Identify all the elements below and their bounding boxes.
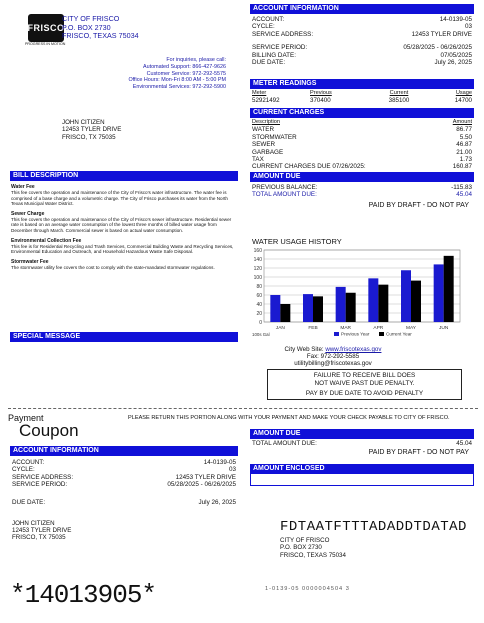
coupon-amount-due-section <box>250 429 474 456</box>
charge-row: STORMWATER 5.50 <box>252 133 472 141</box>
charges-header-row: Description Amount <box>252 119 472 125</box>
desc-text: This fee is for Residential Recycling and Trash Services, Commercial Building Waste and Recycling Services, Environmental Education and Outreach, and Household Hazardous Waste Safe Disposal. <box>11 243 234 255</box>
coupon-period-row: SERVICE PERIOD: 05/28/2025 - 06/26/2025 <box>12 481 236 489</box>
coupon-draft-note: PAID BY DRAFT - DO NOT PAY <box>368 449 469 457</box>
coupon-account-info-section <box>10 446 238 506</box>
desc-heading: Environmental Collection Fee <box>11 237 82 244</box>
tear-line <box>8 408 478 409</box>
account-info-section <box>250 4 474 66</box>
cycle-row: CYCLE: 03 <box>252 23 472 31</box>
current-charges-title: CURRENT CHARGES <box>250 108 474 118</box>
charges-total-row: CURRENT CHARGES DUE 07/26/2025: 160.87 <box>252 163 472 171</box>
total-amount-due-row: TOTAL AMOUNT DUE: 45.04 <box>252 191 472 199</box>
coupon-total-row: TOTAL AMOUNT DUE: 45.04 <box>252 440 472 447</box>
remit-address: CITY OF FRISCO P.O. BOX 2730 FRISCO, TEXAS 75034 <box>280 537 346 559</box>
amount-enclosed-input[interactable] <box>250 474 474 486</box>
billing-date-row: BILLING DATE: 07/05/2025 <box>252 51 472 59</box>
y-tick-label: 160 <box>253 247 262 254</box>
bar-current-year <box>378 285 388 322</box>
y-tick-label: 120 <box>253 265 262 272</box>
y-tick-label: 140 <box>253 256 262 263</box>
x-tick-label: APR <box>373 326 384 331</box>
x-tick-label: JAN <box>275 326 285 331</box>
amount-enclosed-title: AMOUNT ENCLOSED <box>250 464 474 474</box>
meter-data-row: 52921492 370400 385100 14700 <box>252 96 472 104</box>
x-tick-label: JUN <box>439 326 449 331</box>
amount-due-section <box>250 172 474 209</box>
bar-current-year <box>280 304 290 322</box>
charge-row: WATER 86.77 <box>252 126 472 134</box>
web-info-block: City Web Site: www.friscotexas.gov Fax: 972-292-5585 utilitybilling@friscotexas.gov <box>250 346 416 368</box>
bar-previous-year <box>270 295 280 322</box>
charge-row: SEWER 46.87 <box>252 141 472 149</box>
y-tick-label: 40 <box>256 301 262 308</box>
legend-label: Current Year <box>386 331 412 337</box>
bar-previous-year <box>303 294 313 322</box>
x-tick-label: MAR <box>340 326 352 331</box>
amount-enclosed-section <box>250 464 474 486</box>
desc-text: This fee covers the operation and maintenance of the City of Frisco's sewer infrastructure. Residential sewer rate is based on an average water consumption of the lowest three months of billed water usage from December through March. Commercial sewer is based on actual water consumption. <box>11 216 232 233</box>
scan-line: 1-0139-05 0000004504 3 <box>265 586 350 592</box>
penalty-notice-box: FAILURE TO RECEIVE BILL DOES NOT WAIVE PAST DUE PENALTY. PAY BY DUE DATE TO AVOID PENALTY <box>267 369 462 400</box>
coupon-label-coupon: Coupon <box>19 421 79 440</box>
account-row: ACCOUNT: 14-0139-05 <box>252 16 472 23</box>
bar-current-year <box>444 256 454 322</box>
coupon-account-title: ACCOUNT INFORMATION <box>10 446 238 456</box>
bill-description-section <box>10 171 238 270</box>
bar-current-year <box>313 296 323 322</box>
legend-swatch <box>379 332 384 336</box>
charge-row: GARBAGE 21.00 <box>252 148 472 156</box>
bar-previous-year <box>434 264 444 322</box>
amount-due-title: AMOUNT DUE <box>250 172 474 182</box>
bar-previous-year <box>401 270 411 322</box>
coupon-cycle-row: CYCLE: 03 <box>12 466 236 474</box>
y-tick-label: 0 <box>259 319 262 326</box>
account-info-title: ACCOUNT INFORMATION <box>250 4 474 14</box>
x-tick-label: FEB <box>308 326 318 331</box>
meter-readings-section <box>250 79 474 104</box>
email-link[interactable]: utilitybilling@friscotexas.gov <box>294 360 372 368</box>
water-usage-chart <box>250 246 474 342</box>
coupon-customer-address: JOHN CITIZEN 12453 TYLER DRIVE FRISCO, TX 75035 <box>12 520 72 542</box>
y-tick-label: 60 <box>256 292 262 299</box>
bar-previous-year <box>368 278 378 322</box>
coupon-label-payment: Payment <box>8 413 44 423</box>
unit-label: 100s Gal <box>252 332 270 337</box>
logo-tagline: PROGRESS IN MOTION <box>25 42 66 46</box>
previous-balance-row: PREVIOUS BALANCE: -115.83 <box>252 184 472 191</box>
desc-heading: Water Fee <box>11 184 35 190</box>
special-message-title: SPECIAL MESSAGE <box>10 332 238 342</box>
paid-by-draft-note: PAID BY DRAFT - DO NOT PAY <box>368 201 469 209</box>
customer-address: JOHN CITIZEN 12453 TYLER DRIVE FRISCO, TX 75035 <box>62 119 122 141</box>
desc-heading: Stormwater Fee <box>11 258 49 265</box>
legend-swatch <box>334 332 339 336</box>
y-tick-label: 100 <box>253 274 262 281</box>
charge-row: TAX 1.73 <box>252 156 472 164</box>
bar-previous-year <box>336 287 346 322</box>
city-address-block: CITY OF FRISCO P.O. BOX 2730 FRISCO, TEXAS 75034 <box>62 14 139 41</box>
website-link[interactable]: www.friscotexas.gov <box>325 346 382 353</box>
bar-current-year <box>411 281 421 322</box>
coupon-instruction: PLEASE RETURN THIS PORTION ALONG WITH YOUR PAYMENT AND MAKE YOUR CHECK PAYABLE TO CITY OF FRISCO. <box>128 415 450 421</box>
service-address-row: SERVICE ADDRESS: 12453 TYLER DRIVE <box>252 30 472 38</box>
postal-barcode: FDTAATFTTTADADDTDATAD <box>280 519 467 535</box>
bar-current-year <box>346 293 356 322</box>
bill-description-title: BILL DESCRIPTION <box>10 171 238 181</box>
meter-header-row: Meter Previous Current Usage <box>252 90 472 96</box>
coupon-address-row: SERVICE ADDRESS: 12453 TYLER DRIVE <box>12 473 236 481</box>
desc-text: This fee covers the operation and maintenance of the City of Frisco's water infrastructure. The water fee is comprised of a base charge and a volumetric charge. The City of Frisco purchases its water from the North Texas Municipal Water District. <box>11 190 228 207</box>
y-tick-label: 20 <box>256 310 262 317</box>
coupon-account-row: ACCOUNT: 14-0139-05 <box>12 459 236 466</box>
legend-label: Previous Year <box>341 331 370 337</box>
desc-text: The stormwater utility fee covers the cost to comply with the state-mandated stormwater regulations. <box>11 264 215 270</box>
desc-heading: Sewer Charge <box>11 210 45 217</box>
frisco-logo: FRISCO <box>28 14 64 42</box>
coupon-due-row: DUE DATE: July 26, 2025 <box>12 498 236 506</box>
current-charges-section <box>250 108 474 171</box>
due-date-row: DUE DATE: July 26, 2025 <box>252 59 472 67</box>
coupon-amount-due-title: AMOUNT DUE <box>250 429 474 439</box>
meter-readings-title: METER READINGS <box>250 79 474 89</box>
y-tick-label: 80 <box>256 283 262 290</box>
x-tick-label: MAY <box>405 326 417 331</box>
inquiries-block: For inquiries, please call: Automated Support: 866-427-9626 Customer Service: 972-292-5575 Office Hours: Mon-Fri 8:00 AM - 5:00 PM Environmental Services: 972-292-5900 <box>128 57 226 91</box>
account-barcode-text: *14013905* <box>10 580 157 610</box>
chart-title: WATER USAGE HISTORY <box>252 237 342 246</box>
special-message-section <box>10 332 238 342</box>
service-period-row: SERVICE PERIOD: 05/28/2025 - 06/26/2025 <box>252 44 472 52</box>
